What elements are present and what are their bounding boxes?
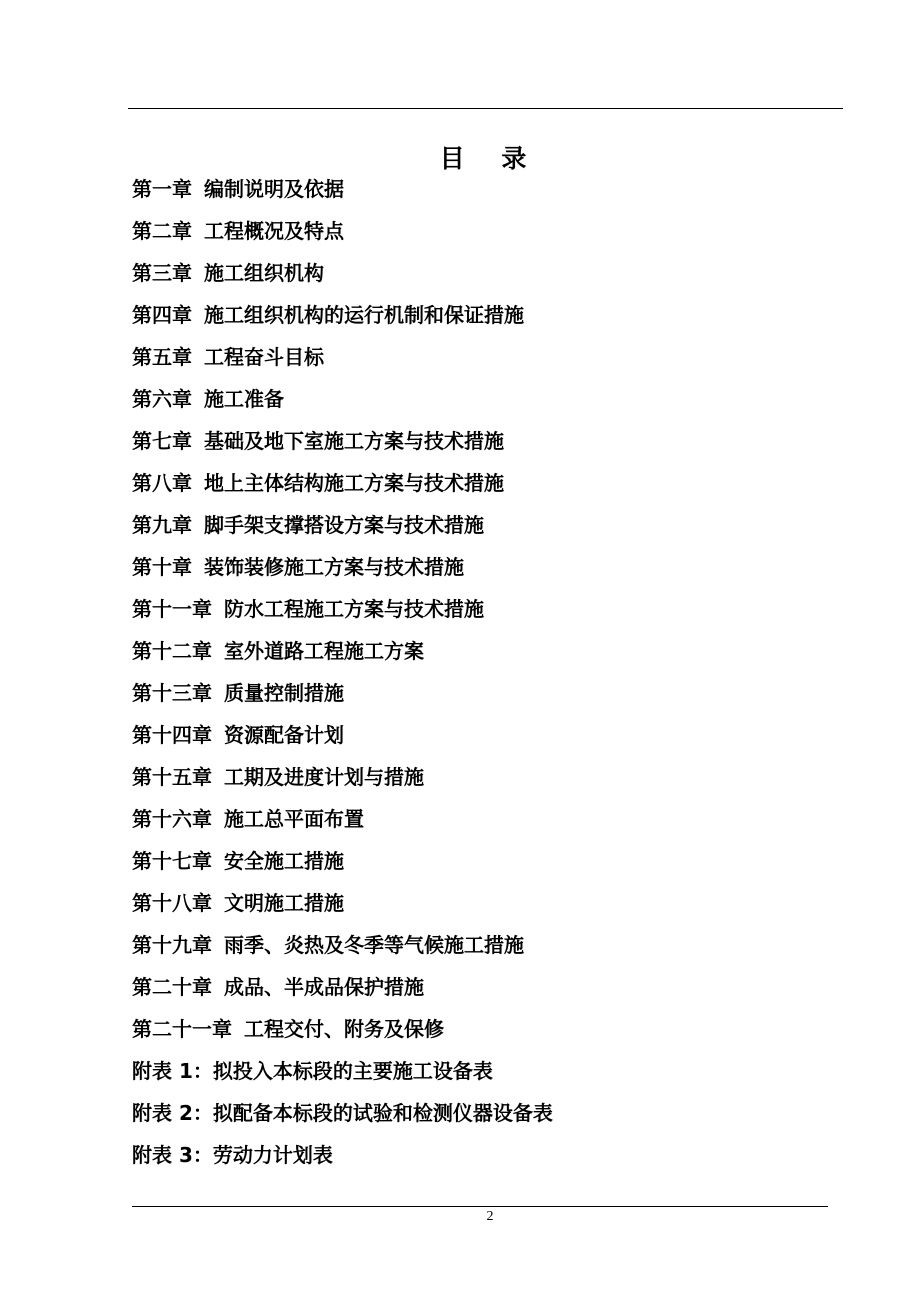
toc-item-label: 第十四章	[132, 723, 212, 747]
toc-item-chapter-1	[132, 168, 553, 210]
toc-item-chapter-8	[132, 462, 553, 504]
toc-item-appendix-1	[132, 1050, 553, 1092]
toc-item-label: 第十章	[132, 555, 192, 579]
header-rule	[128, 108, 843, 109]
toc-item-chapter-11	[132, 588, 553, 630]
toc-item-label: 附表 1：	[132, 1059, 213, 1083]
toc-item-text: 安全施工措施	[224, 849, 344, 873]
toc-item-label: 第十二章	[132, 639, 212, 663]
toc-item-text: 工程奋斗目标	[204, 345, 324, 369]
toc-item-chapter-15	[132, 756, 553, 798]
toc-item-label: 第十九章	[132, 933, 212, 957]
toc-item-chapter-14	[132, 714, 553, 756]
toc-item-text: 施工组织机构	[204, 261, 324, 285]
toc-item-label: 第八章	[132, 471, 192, 495]
toc-item-label: 第十七章	[132, 849, 212, 873]
toc-item-chapter-19	[132, 924, 553, 966]
toc-item-text: 基础及地下室施工方案与技术措施	[204, 429, 504, 453]
toc-item-text: 施工组织机构的运行机制和保证措施	[204, 303, 524, 327]
toc-item-text: 脚手架支撑搭设方案与技术措施	[204, 513, 484, 537]
toc-item-text: 雨季、炎热及冬季等气候施工措施	[224, 933, 524, 957]
toc-item-chapter-16	[132, 798, 553, 840]
toc-item-text: 室外道路工程施工方案	[224, 639, 424, 663]
toc-item-text: 劳动力计划表	[212, 1143, 333, 1167]
toc-item-label: 第五章	[132, 345, 192, 369]
toc-item-label: 第一章	[132, 177, 192, 201]
toc-item-label: 第十五章	[132, 765, 212, 789]
toc-item-text: 编制说明及依据	[204, 177, 344, 201]
toc-item-chapter-9	[132, 504, 553, 546]
toc-item-text: 工程概况及特点	[204, 219, 344, 243]
toc-item-text: 地上主体结构施工方案与技术措施	[204, 471, 504, 495]
toc-item-label: 第十三章	[132, 681, 212, 705]
toc-item-text: 装饰装修施工方案与技术措施	[204, 555, 464, 579]
toc-item-label: 第十六章	[132, 807, 212, 831]
toc-item-text: 施工准备	[204, 387, 284, 411]
toc-item-chapter-5	[132, 336, 553, 378]
toc-item-label: 第六章	[132, 387, 192, 411]
toc-item-chapter-6	[132, 378, 553, 420]
toc-item-chapter-4	[132, 294, 553, 336]
toc-item-text: 防水工程施工方案与技术措施	[224, 597, 484, 621]
toc-list	[132, 168, 553, 1176]
toc-item-chapter-17	[132, 840, 553, 882]
toc-title: 目 录	[439, 144, 541, 173]
page-number: 2	[486, 1209, 494, 1224]
toc-item-label: 第四章	[132, 303, 192, 327]
toc-item-chapter-7	[132, 420, 553, 462]
toc-item-appendix-2	[132, 1092, 553, 1134]
toc-item-label: 第二十章	[132, 975, 212, 999]
toc-item-chapter-13	[132, 672, 553, 714]
toc-item-label: 第十一章	[132, 597, 212, 621]
toc-item-text: 拟配备本标段的试验和检测仪器设备表	[212, 1101, 553, 1125]
toc-item-text: 工期及进度计划与措施	[224, 765, 424, 789]
toc-item-chapter-21	[132, 1008, 553, 1050]
toc-item-text: 质量控制措施	[224, 681, 344, 705]
footer-rule	[132, 1206, 828, 1207]
toc-item-label: 第七章	[132, 429, 192, 453]
toc-item-label: 第二章	[132, 219, 192, 243]
toc-item-text: 施工总平面布置	[224, 807, 364, 831]
toc-item-text: 资源配备计划	[224, 723, 344, 747]
toc-item-chapter-12	[132, 630, 553, 672]
toc-item-chapter-20	[132, 966, 553, 1008]
toc-item-text: 文明施工措施	[224, 891, 344, 915]
toc-item-text: 成品、半成品保护措施	[224, 975, 424, 999]
toc-item-label: 附表 3：	[132, 1143, 213, 1167]
toc-item-text: 工程交付、附务及保修	[244, 1017, 444, 1041]
toc-item-appendix-3	[132, 1134, 553, 1176]
toc-item-text: 拟投入本标段的主要施工设备表	[212, 1059, 493, 1083]
toc-item-chapter-3	[132, 252, 553, 294]
toc-item-chapter-2	[132, 210, 553, 252]
toc-item-label: 第二十一章	[132, 1017, 232, 1041]
toc-item-label: 第九章	[132, 513, 192, 537]
toc-item-chapter-18	[132, 882, 553, 924]
toc-item-label: 第十八章	[132, 891, 212, 915]
toc-item-chapter-10	[132, 546, 553, 588]
toc-item-label: 第三章	[132, 261, 192, 285]
toc-item-label: 附表 2：	[132, 1101, 213, 1125]
